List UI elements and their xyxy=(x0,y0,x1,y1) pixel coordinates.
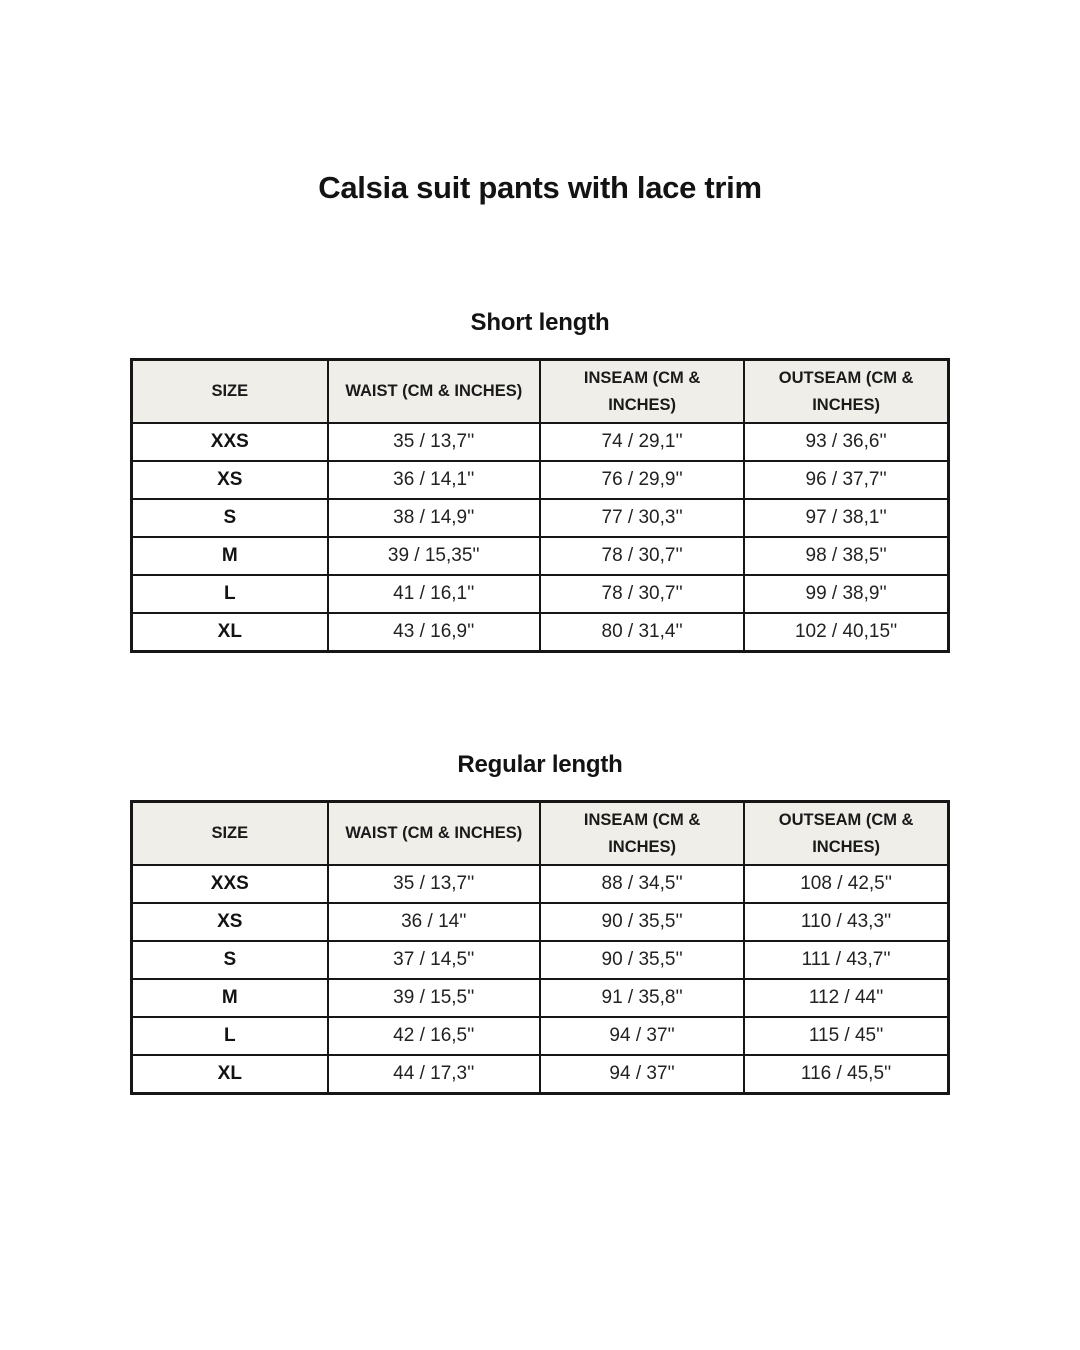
table-row xyxy=(132,537,949,575)
measurement-cell: 94 / 37'' xyxy=(540,1055,744,1094)
size-cell: S xyxy=(132,941,328,979)
measurement-cell: 74 / 29,1'' xyxy=(540,423,744,461)
measurement-cell: 35 / 13,7'' xyxy=(328,423,540,461)
section-title-short-length: Short length xyxy=(470,309,610,336)
measurement-cell: 96 / 37,7'' xyxy=(744,461,948,499)
size-table-regular-length xyxy=(130,800,950,1095)
column-header: SIZE xyxy=(132,802,328,866)
size-cell: XL xyxy=(132,1055,328,1094)
measurement-cell: 38 / 14,9'' xyxy=(328,499,540,537)
size-cell: M xyxy=(132,537,328,575)
column-header: OUTSEAM (CM & INCHES) xyxy=(744,802,948,866)
measurement-cell: 37 / 14,5'' xyxy=(328,941,540,979)
size-cell: L xyxy=(132,575,328,613)
measurement-cell: 36 / 14'' xyxy=(328,903,540,941)
column-header: INSEAM (CM & INCHES) xyxy=(540,802,744,866)
table-row xyxy=(132,865,949,903)
section-title-regular-length: Regular length xyxy=(457,751,623,778)
table-row xyxy=(132,423,949,461)
measurement-cell: 94 / 37'' xyxy=(540,1017,744,1055)
measurement-cell: 93 / 36,6'' xyxy=(744,423,948,461)
column-header: OUTSEAM (CM & INCHES) xyxy=(744,360,948,424)
measurement-cell: 39 / 15,35'' xyxy=(328,537,540,575)
table-header-row xyxy=(132,360,949,424)
size-table-short-length xyxy=(130,358,950,653)
column-header: INSEAM (CM & INCHES) xyxy=(540,360,744,424)
measurement-cell: 78 / 30,7'' xyxy=(540,575,744,613)
table-row xyxy=(132,575,949,613)
measurement-cell: 91 / 35,8'' xyxy=(540,979,744,1017)
measurement-cell: 97 / 38,1'' xyxy=(744,499,948,537)
table-row xyxy=(132,461,949,499)
measurement-cell: 90 / 35,5'' xyxy=(540,941,744,979)
measurement-cell: 116 / 45,5'' xyxy=(744,1055,948,1094)
size-cell: XL xyxy=(132,613,328,652)
measurement-cell: 108 / 42,5'' xyxy=(744,865,948,903)
table-row xyxy=(132,979,949,1017)
size-cell: XS xyxy=(132,903,328,941)
table-row xyxy=(132,1017,949,1055)
measurement-cell: 78 / 30,7'' xyxy=(540,537,744,575)
measurement-cell: 43 / 16,9'' xyxy=(328,613,540,652)
measurement-cell: 35 / 13,7'' xyxy=(328,865,540,903)
measurement-cell: 112 / 44'' xyxy=(744,979,948,1017)
table-row xyxy=(132,499,949,537)
page-title: Calsia suit pants with lace trim xyxy=(318,170,762,205)
table-row xyxy=(132,613,949,652)
measurement-cell: 115 / 45'' xyxy=(744,1017,948,1055)
measurement-cell: 99 / 38,9'' xyxy=(744,575,948,613)
measurement-cell: 42 / 16,5'' xyxy=(328,1017,540,1055)
column-header: WAIST (CM & INCHES) xyxy=(328,360,540,424)
size-cell: L xyxy=(132,1017,328,1055)
column-header: WAIST (CM & INCHES) xyxy=(328,802,540,866)
measurement-cell: 98 / 38,5'' xyxy=(744,537,948,575)
measurement-cell: 44 / 17,3'' xyxy=(328,1055,540,1094)
measurement-cell: 39 / 15,5'' xyxy=(328,979,540,1017)
measurement-cell: 111 / 43,7'' xyxy=(744,941,948,979)
size-cell: XXS xyxy=(132,865,328,903)
table-row xyxy=(132,1055,949,1094)
table-row xyxy=(132,941,949,979)
measurement-cell: 102 / 40,15'' xyxy=(744,613,948,652)
measurement-cell: 76 / 29,9'' xyxy=(540,461,744,499)
measurement-cell: 80 / 31,4'' xyxy=(540,613,744,652)
measurement-cell: 88 / 34,5'' xyxy=(540,865,744,903)
measurement-cell: 90 / 35,5'' xyxy=(540,903,744,941)
table-row xyxy=(132,903,949,941)
measurement-cell: 110 / 43,3'' xyxy=(744,903,948,941)
measurement-cell: 41 / 16,1'' xyxy=(328,575,540,613)
size-cell: XS xyxy=(132,461,328,499)
table-header-row xyxy=(132,802,949,866)
measurement-cell: 36 / 14,1'' xyxy=(328,461,540,499)
size-cell: M xyxy=(132,979,328,1017)
column-header: SIZE xyxy=(132,360,328,424)
measurement-cell: 77 / 30,3'' xyxy=(540,499,744,537)
size-cell: XXS xyxy=(132,423,328,461)
size-cell: S xyxy=(132,499,328,537)
